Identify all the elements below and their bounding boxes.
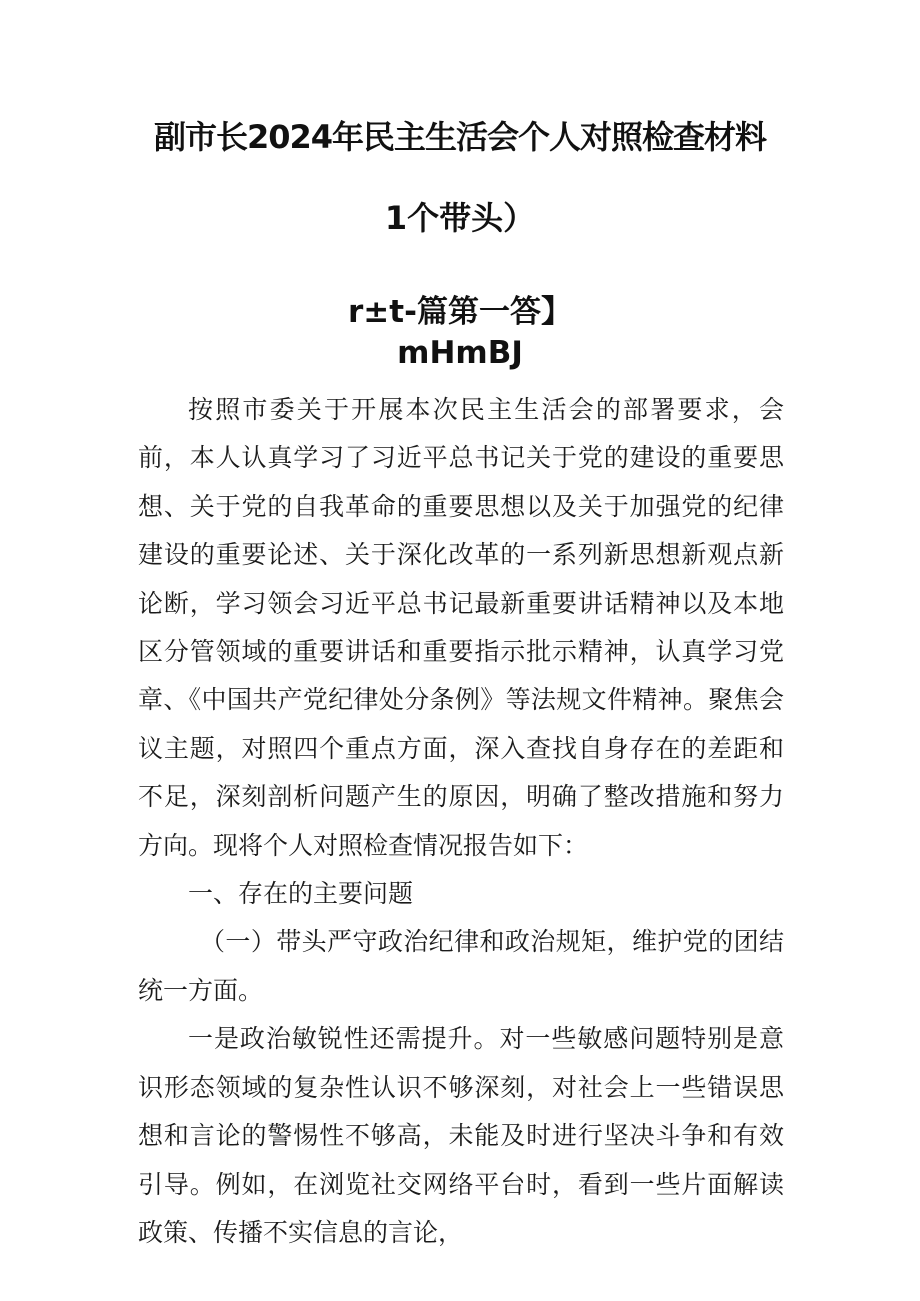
subsection-heading: （一）带头严守政治纪律和政治规矩，维护党的团结统一方面。 xyxy=(138,927,784,1005)
intro-paragraph: 按照市委关于开展本次民主生活会的部署要求，会前，本人认真学习了习近平总书记关于党的建设的重要思想、关于党的自我革命的重要思想以及关于加强党的纪律建设的重要论述、关于深化改革的一系列新思想新观点新论断，学习领会习近平总书记最新重要讲话精神以及本地区分管领域的重要讲话和重要指示批示精神，认真学习党章、《中国共产党纪律处分条例》等法规文件精神。聚焦会议主题，对照四个重点方面，深入查找自身存在的差距和不足，深刻剖析问题产生的原因，明确了整改措施和努力方向。现将个人对照检查情况报告如下： xyxy=(138,395,784,860)
section-heading: 一、存在的主要问题 xyxy=(188,879,414,909)
document-title-line1: 副市长2024年民主生活会个人对照检查材料 xyxy=(153,118,767,156)
document-subtitle-line2: mHmBJ xyxy=(397,335,523,371)
body-paragraph: 一是政治敏锐性还需提升。对一些敏感问题特别是意识形态领域的复杂性认识不够深刻，对社会上一些错误思想和言论的警惕性不够高，未能及时进行坚决斗争和有效引导。例如，在浏览社交网络平台时，看到一些片面解读政策、传播不实信息的言论， xyxy=(138,1024,784,1247)
document-title-line2: 1个带头） xyxy=(384,199,536,237)
document-subtitle-line1: r±t-篇第一答】 xyxy=(348,294,572,330)
document-body xyxy=(138,386,784,1257)
